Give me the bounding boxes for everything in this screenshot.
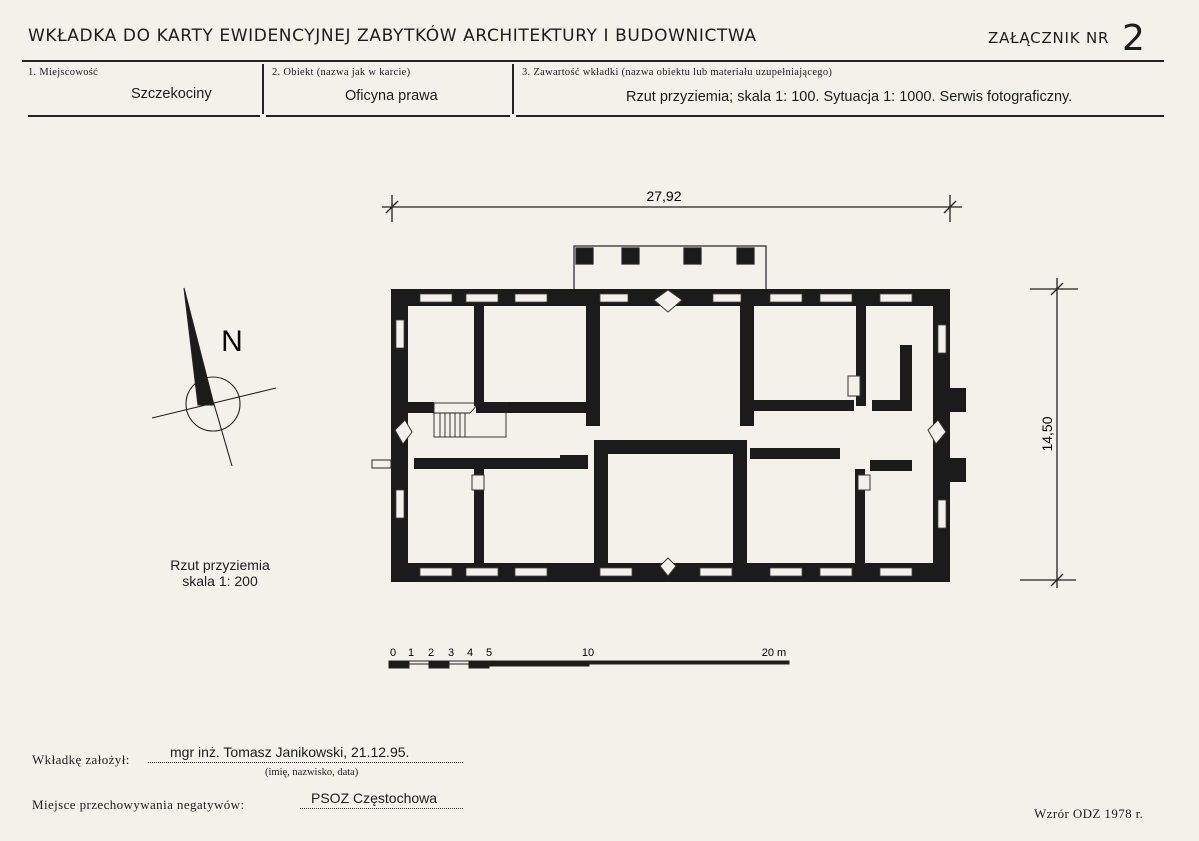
scale-ticks bbox=[390, 647, 786, 659]
contents-label: 3. Zawartość wkładki (nazwa obiektu lub materiału uzupełniającego) bbox=[522, 67, 833, 78]
storage-label: Miejsce przechowywania negatywów: bbox=[32, 797, 245, 812]
scale-tick: 0 bbox=[389, 647, 397, 659]
author-dotline bbox=[148, 762, 463, 763]
contents-value: Rzut przyziemia; skala 1: 100. Sytuacja 1: 1000. Serwis fotograficzny. bbox=[626, 89, 1073, 105]
plan-caption-scale: skala 1: 200 bbox=[182, 573, 258, 589]
height-dimension-label: 14,50 bbox=[1039, 416, 1055, 452]
width-dimension-label: 27,92 bbox=[646, 188, 682, 204]
scale-tick: 5 bbox=[485, 647, 493, 659]
form-id: Wzrór ODZ 1978 r. bbox=[1034, 806, 1144, 821]
interior-walls bbox=[372, 306, 966, 563]
author-label: Wkładkę założył: bbox=[32, 752, 130, 767]
plan-caption bbox=[150, 557, 290, 589]
north-letter: N bbox=[221, 325, 243, 358]
north-arrow bbox=[152, 288, 276, 466]
storage-dotline bbox=[300, 808, 463, 809]
storage-value: PSOZ Częstochowa bbox=[311, 790, 438, 806]
portico bbox=[574, 246, 766, 290]
locality-value: Szczekociny bbox=[131, 86, 212, 102]
scale-tick: 1 bbox=[407, 647, 415, 659]
scale-tick: 2 bbox=[427, 647, 435, 659]
card-title: WKŁADKA DO KARTY EWIDENCYJNEJ ZABYTKÓW ARCHITEKTURY I BUDOWNICTWA bbox=[28, 26, 757, 46]
scale-tick: 10 bbox=[581, 647, 595, 659]
scale-tick: 20 m bbox=[761, 647, 787, 659]
scale-tick: 4 bbox=[466, 647, 474, 659]
author-note: (imię, nazwisko, data) bbox=[265, 767, 359, 778]
object-label: 2. Obiekt (nazwa jak w karcie) bbox=[272, 67, 411, 78]
locality-label: 1. Miejscowość bbox=[28, 67, 99, 78]
plan-caption-title: Rzut przyziemia bbox=[170, 557, 270, 573]
scale-tick: 3 bbox=[447, 647, 455, 659]
author-value: mgr inż. Tomasz Janikowski, 21.12.95. bbox=[170, 744, 410, 760]
scale-bar bbox=[389, 661, 789, 668]
annex-label: ZAŁĄCZNIK NR bbox=[988, 29, 1110, 47]
object-value: Oficyna prawa bbox=[345, 88, 438, 104]
annex-number: 2 bbox=[1122, 18, 1145, 59]
